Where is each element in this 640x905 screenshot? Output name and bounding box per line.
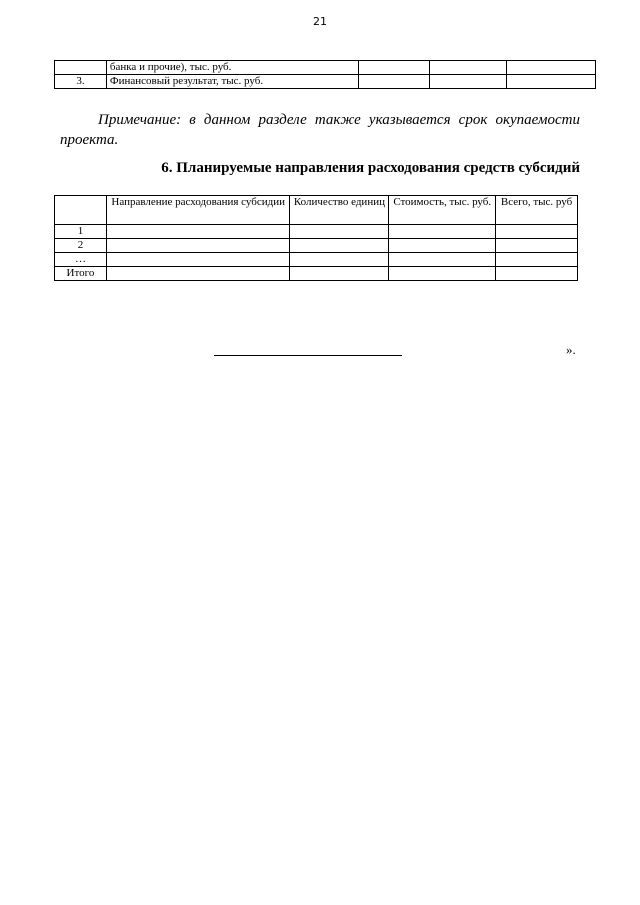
table-cell xyxy=(389,239,496,253)
table-cell xyxy=(496,267,578,281)
table-row xyxy=(55,253,578,267)
header-cell: Стоимость, тыс. руб. xyxy=(389,196,496,225)
table-row xyxy=(55,75,596,89)
table-cell xyxy=(430,75,507,89)
table-cell xyxy=(496,253,578,267)
closing-mark: ». xyxy=(566,342,576,357)
table-cell xyxy=(290,239,389,253)
note-line: Примечание: в данном разделе также указывается срок окупаемости xyxy=(98,112,580,128)
header-cell xyxy=(55,196,107,225)
note-line: проекта. xyxy=(60,132,119,148)
table-cell xyxy=(507,75,596,89)
table-row xyxy=(55,239,578,253)
table-cell xyxy=(430,61,507,75)
row-number: … xyxy=(55,253,107,267)
row-number xyxy=(55,61,107,75)
header-cell: Количество единиц xyxy=(290,196,389,225)
table-cell xyxy=(106,225,290,239)
table-row xyxy=(55,267,578,281)
table-row xyxy=(55,61,596,75)
subsidy-table xyxy=(54,195,578,281)
note xyxy=(60,110,580,150)
table-cell xyxy=(290,225,389,239)
row-number: 2 xyxy=(55,239,107,253)
row-label: Финансовый результат, тыс. руб. xyxy=(106,75,358,89)
header-cell: Направление расходования субсидии xyxy=(106,196,290,225)
table-cell xyxy=(106,239,290,253)
page-number: 21 xyxy=(313,15,327,28)
section-heading: 6. Планируемые направления расходования средств субсидий xyxy=(161,160,580,176)
row-number: 3. xyxy=(55,75,107,89)
table-cell xyxy=(290,253,389,267)
row-number: Итого xyxy=(55,267,107,281)
row-number: 1 xyxy=(55,225,107,239)
table-cell xyxy=(290,267,389,281)
table-cell xyxy=(358,75,430,89)
table-cell xyxy=(496,225,578,239)
table-cell xyxy=(389,253,496,267)
financial-table xyxy=(54,60,596,89)
signature-line xyxy=(214,355,402,356)
table-header-row xyxy=(55,196,578,225)
table-cell xyxy=(106,267,290,281)
table-cell xyxy=(496,239,578,253)
row-label: банка и прочие), тыс. руб. xyxy=(106,61,358,75)
table-cell xyxy=(389,267,496,281)
table-cell xyxy=(358,61,430,75)
table-cell xyxy=(507,61,596,75)
table-cell xyxy=(106,253,290,267)
header-cell: Всего, тыс. руб xyxy=(496,196,578,225)
table-cell xyxy=(389,225,496,239)
table-row xyxy=(55,225,578,239)
